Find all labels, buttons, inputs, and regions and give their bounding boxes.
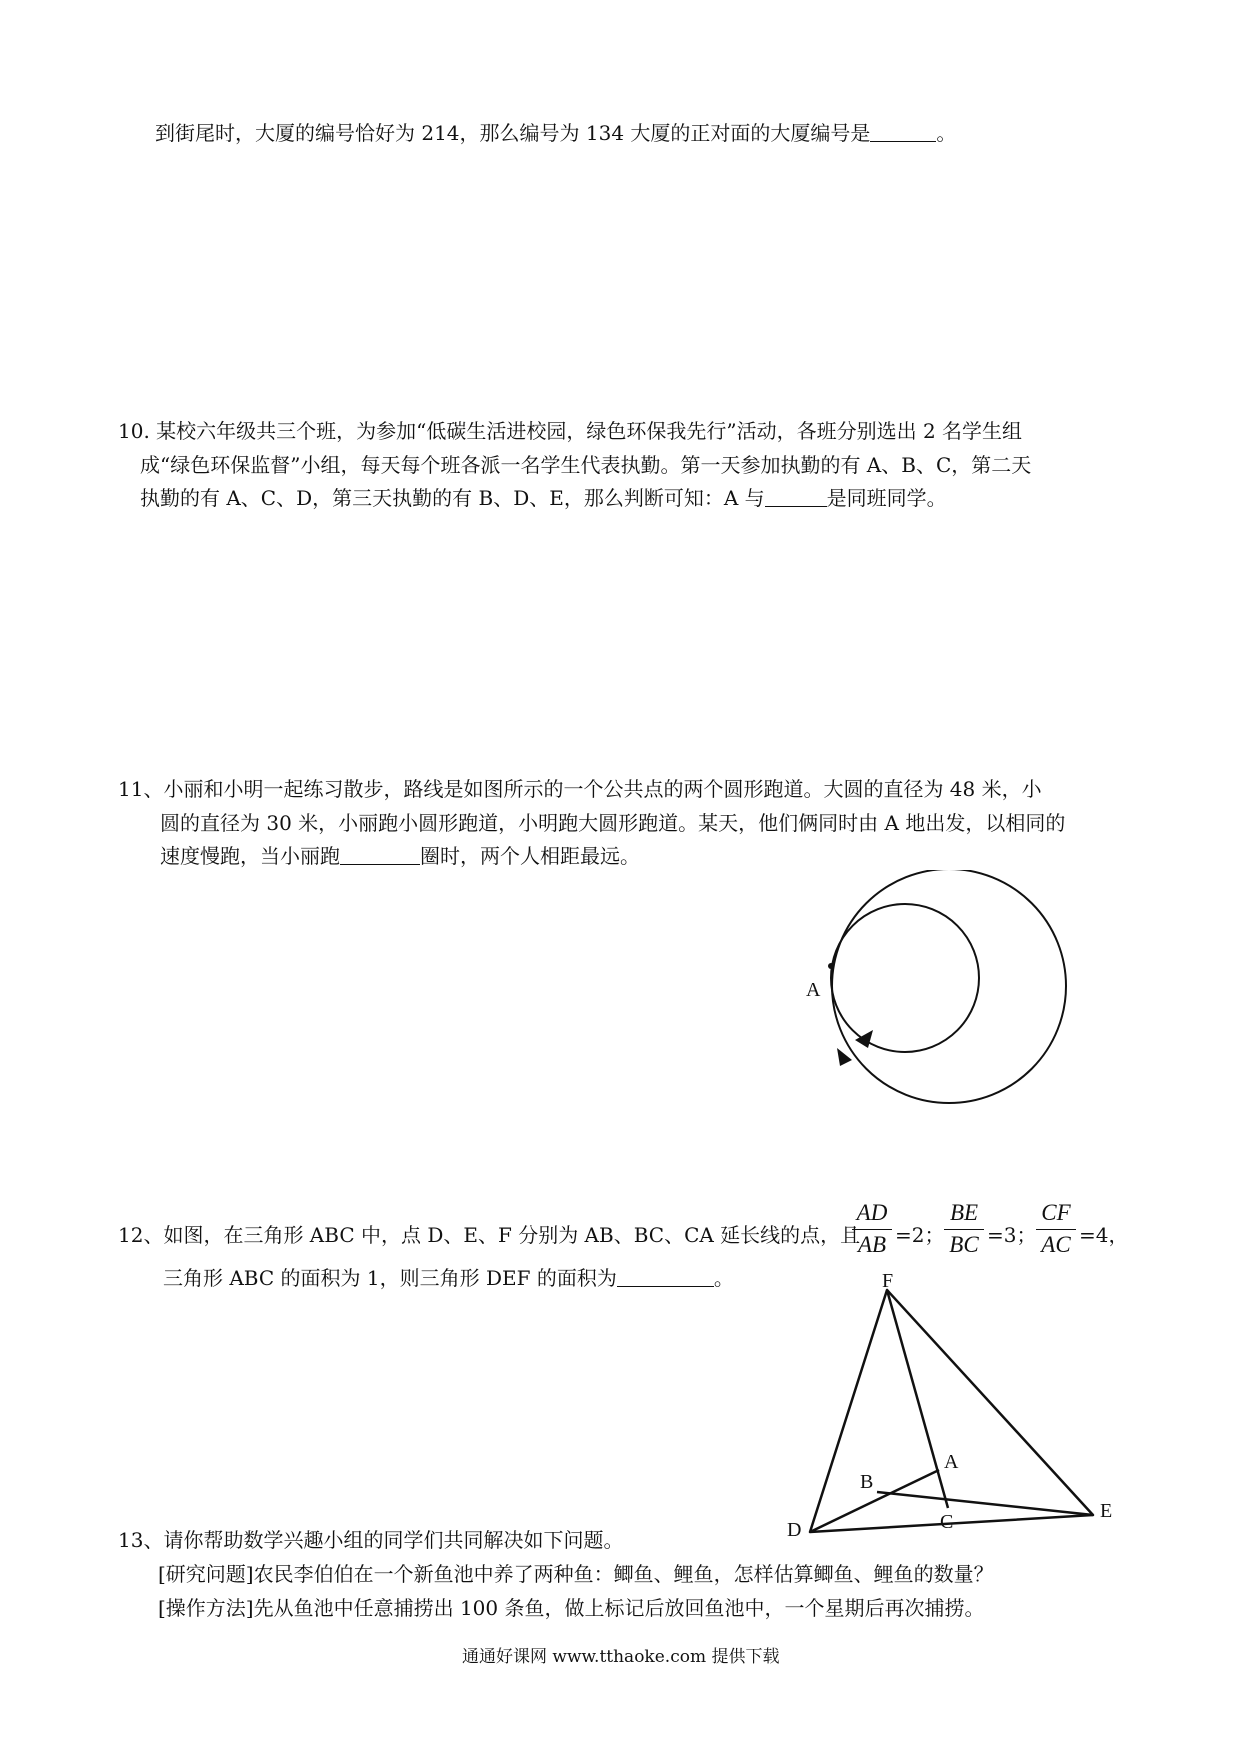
q13-line3: [操作方法]先从鱼池中任意捕捞出 100 条鱼，做上标记后放回鱼池中，一个星期后再次捕捞。 [158,1596,985,1620]
arrow-small-circle [855,1030,873,1048]
small-circle [831,904,979,1052]
q11-line1: 11、小丽和小明一起练习散步，路线是如图所示的一个公共点的两个圆形跑道。大圆的直径为 48 米，小 [118,777,1042,801]
q12-answer-blank[interactable] [617,1266,714,1287]
q10-line2: 成“绿色环保监督”小组，每天每个班各派一名学生代表执勤。第一天参加执勤的有 A、B、C，第二天 [140,453,1032,477]
q12-fraction-be-bc [944,1200,984,1258]
q12-triangle-figure [780,1270,1130,1540]
q12-fraction-ad-ab [852,1200,892,1258]
large-circle [832,870,1066,1103]
frac3-denominator: AC [1041,1232,1071,1257]
frac2-numerator: BE [949,1200,979,1225]
q12-line2 [163,1265,734,1291]
segment-d-a [810,1470,939,1532]
segment-b-e [877,1492,1093,1515]
frac2-value: =3； [987,1223,1037,1247]
frac1-numerator: AD [856,1200,888,1225]
q11-answer-blank[interactable] [340,844,420,865]
point-a-label: A [806,979,821,1001]
q11-circles-figure [780,870,1070,1110]
q12-fraction-cf-ac [1036,1200,1076,1258]
frac1-denominator: AB [857,1232,887,1257]
frac3-numerator: CF [1041,1200,1071,1225]
frac3-value: =4， [1079,1223,1129,1247]
q11-text: 速度慢跑，当小丽跑 [160,844,340,868]
q11-line2: 圆的直径为 30 米，小丽跑小圆形跑道，小明跑大圆形跑道。某天，他们俩同时由 A 地出发，以相同的 [160,811,1066,835]
label-a: A [944,1451,959,1473]
point-a-dot [828,963,834,969]
q12-text: 三角形 ABC 的面积为 1，则三角形 DEF 的面积为 [163,1266,617,1290]
label-f: F [882,1270,894,1292]
q10-text: 执勤的有 A、C、D，第三天执勤的有 B、D、E，那么判断可知：A 与 [140,486,765,510]
q9-text-end: 。 [936,121,957,145]
q11-line3 [160,843,640,869]
label-d: D [787,1519,802,1540]
q10-answer-blank[interactable] [765,486,827,507]
q9-text: 到街尾时，大厦的编号恰好为 214，那么编号为 134 大厦的正对面的大厦编号是 [155,121,871,145]
label-b: B [860,1471,874,1493]
q9-line [155,120,956,146]
q12-text-end: 。 [713,1266,734,1290]
q10-line1: 10. 某校六年级共三个班，为参加“低碳生活进校园，绿色环保我先行”活动，各班分别选出 2 名学生组 [118,419,1023,443]
triangle-def [810,1290,1093,1532]
q10-line3 [140,485,947,511]
q10-text-end: 是同班同学。 [826,486,947,510]
arrow-large-circle [837,1048,852,1066]
label-c: C [940,1511,954,1533]
frac2-denominator: BC [949,1232,979,1257]
q11-text-end: 圈时，两个人相距最远。 [420,844,640,868]
q12-line1: 12、如图，在三角形 ABC 中，点 D、E、F 分别为 AB、BC、CA 延长线的点，且 [118,1223,861,1247]
label-e: E [1100,1500,1113,1522]
q13-line2: [研究问题]农民李伯伯在一个新鱼池中养了两种鱼：鲫鱼、鲤鱼，怎样估算鲫鱼、鲤鱼的数量？ [158,1562,994,1586]
q9-answer-blank[interactable] [870,121,936,142]
q13-line1: 13、请你帮助数学兴趣小组的同学们共同解决如下问题。 [118,1528,624,1552]
footer-source: 通通好课网 www.tthaoke.com 提供下载 [462,1647,780,1667]
frac1-value: =2； [895,1223,945,1247]
